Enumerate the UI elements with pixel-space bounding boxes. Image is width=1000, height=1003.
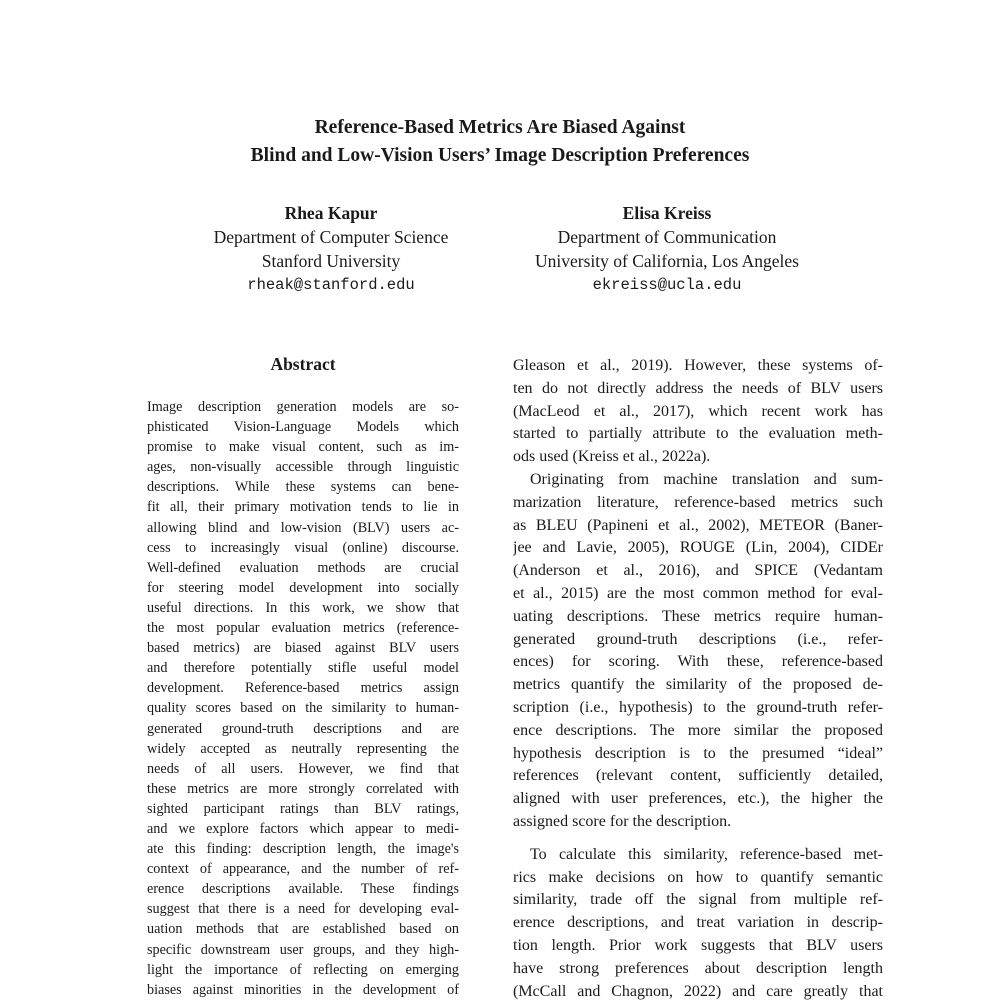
text-line: generated ground-truth descriptions (i.e., refer-: [513, 630, 883, 648]
text-line: descriptions. While these systems can bene-: [147, 479, 459, 496]
intro-column: [513, 355, 883, 1003]
text-line: ence descriptions. The more similar the proposed: [513, 721, 883, 739]
text-line: started to partially attribute to the evaluation meth-: [513, 425, 883, 443]
intro-paragraph-1: [513, 355, 883, 469]
text-line: have strong preferences about description length: [513, 959, 883, 977]
text-line: cess to increasingly visual (online) discourse.: [147, 539, 459, 556]
text-line: for steering model development into socially: [147, 579, 459, 596]
author-affiliation: University of California, Los Angeles: [535, 251, 799, 271]
text-line: et al., 2015) are the most common method for eval-: [513, 584, 883, 602]
intro-paragraph-2: [513, 469, 883, 834]
text-line: To calculate this similarity, reference-based met-: [530, 845, 883, 863]
text-line: erence descriptions, and treat variation in descrip-: [513, 914, 883, 932]
text-line: ages, non-visually accessible through linguistic: [147, 459, 459, 476]
text-line: promise to make visual content, such as im-: [147, 439, 459, 456]
text-line: allowing blind and low-vision (BLV) users ac-: [147, 519, 459, 536]
text-line: and therefore potentially stifle useful model: [147, 660, 459, 677]
text-line: fit all, their primary motivation tends to lie in: [147, 499, 459, 516]
text-line: these metrics are more strongly correlated with: [147, 780, 459, 797]
paper-title: [0, 114, 1000, 170]
text-line: scription (i.e., hypothesis) to the ground-truth refer-: [513, 698, 883, 716]
text-line: uating descriptions. These metrics require human-: [513, 607, 883, 625]
text-line: suggest that there is a need for developing eval-: [147, 901, 459, 918]
text-line: ences) for scoring. With these, reference-based: [513, 653, 883, 671]
text-line: jee and Lavie, 2005), ROUGE (Lin, 2004), CIDEr: [513, 539, 883, 557]
text-line: (MacLeod et al., 2017), which recent work has: [513, 402, 883, 420]
text-line: Well-defined evaluation methods are crucial: [147, 559, 459, 576]
text-line: ate this finding: description length, the image's: [147, 841, 459, 858]
text-line: development. Reference-based metrics assign: [147, 680, 459, 697]
text-line: tion length. Prior work suggests that BLV users: [513, 936, 883, 954]
text-line: ods used (Kreiss et al., 2022a).: [513, 448, 711, 466]
text-line: specific downstream user groups, and they high-: [147, 941, 459, 958]
text-line: the most popular evaluation metrics (reference-: [147, 620, 459, 637]
author-department: Department of Communication: [557, 227, 777, 247]
text-line: light the importance of reflecting on emerging: [147, 961, 459, 978]
text-line: erence descriptions available. These findings: [147, 881, 459, 898]
text-line: based metrics) are biased against BLV users: [147, 640, 459, 657]
text-line: references (relevant content, sufficiently detailed,: [513, 767, 883, 785]
text-line: generated ground-truth descriptions and are: [147, 720, 459, 737]
text-line: rics make decisions on how to quantify semantic: [513, 868, 883, 886]
text-line: uation methods that are established based on: [147, 921, 459, 938]
text-line: marization literature, reference-based metrics such: [513, 493, 883, 511]
text-line: (McCall and Chagnon, 2022) and care greatly that: [513, 982, 883, 1000]
text-line: Gleason et al., 2019). However, these systems of-: [513, 357, 883, 374]
text-line: hypothesis description is to the presumed “ideal”: [513, 744, 883, 762]
text-line: widely accepted as neutrally representing the: [147, 740, 459, 757]
text-line: Originating from machine translation and sum-: [530, 470, 883, 488]
author-block-2: [487, 201, 847, 297]
text-line: (Anderson et al., 2016), and SPICE (Vedantam: [513, 562, 883, 580]
title-line-2: Blind and Low-Vision Users’ Image Description Preferences: [250, 145, 750, 166]
text-line: metrics quantify the similarity of the proposed de-: [513, 676, 883, 694]
author-name: Elisa Kreiss: [622, 203, 712, 223]
author-email: rheak@stanford.edu: [247, 276, 415, 294]
abstract-heading: Abstract: [270, 354, 336, 374]
text-line: sighted participant ratings than BLV ratings,: [147, 800, 459, 817]
text-line: as BLEU (Papineni et al., 2002), METEOR (Baner-: [513, 516, 883, 534]
intro-paragraph-3: [513, 844, 883, 1003]
text-line: ten do not directly address the needs of BLV users: [513, 379, 883, 397]
text-line: aligned with user preferences, etc.), the higher the: [513, 790, 883, 808]
text-line: Image description generation models are so-: [147, 399, 459, 415]
text-line: useful directions. In this work, we show that: [147, 599, 459, 616]
paragraph-gap: [513, 834, 883, 844]
text-line: assigned score for the description.: [513, 812, 732, 830]
author-affiliation: Stanford University: [261, 251, 401, 271]
title-line-1: Reference-Based Metrics Are Biased Against: [314, 117, 686, 138]
author-email: ekreiss@ucla.edu: [592, 276, 742, 294]
text-line: similarity, trade off the signal from multiple ref-: [513, 891, 883, 909]
author-name: Rhea Kapur: [284, 203, 378, 223]
text-line: biases against minorities in the development of: [147, 981, 459, 998]
text-line: and we explore factors which appear to medi-: [147, 820, 459, 837]
text-line: quality scores based on the similarity to human-: [147, 700, 459, 717]
author-block-1: [151, 201, 511, 297]
abstract-body: [147, 397, 459, 1000]
text-line: context of appearance, and the number of ref-: [147, 861, 459, 878]
text-line: needs of all users. However, we find that: [147, 760, 459, 777]
text-line: phisticated Vision-Language Models which: [147, 419, 459, 436]
author-department: Department of Computer Science: [213, 227, 449, 247]
